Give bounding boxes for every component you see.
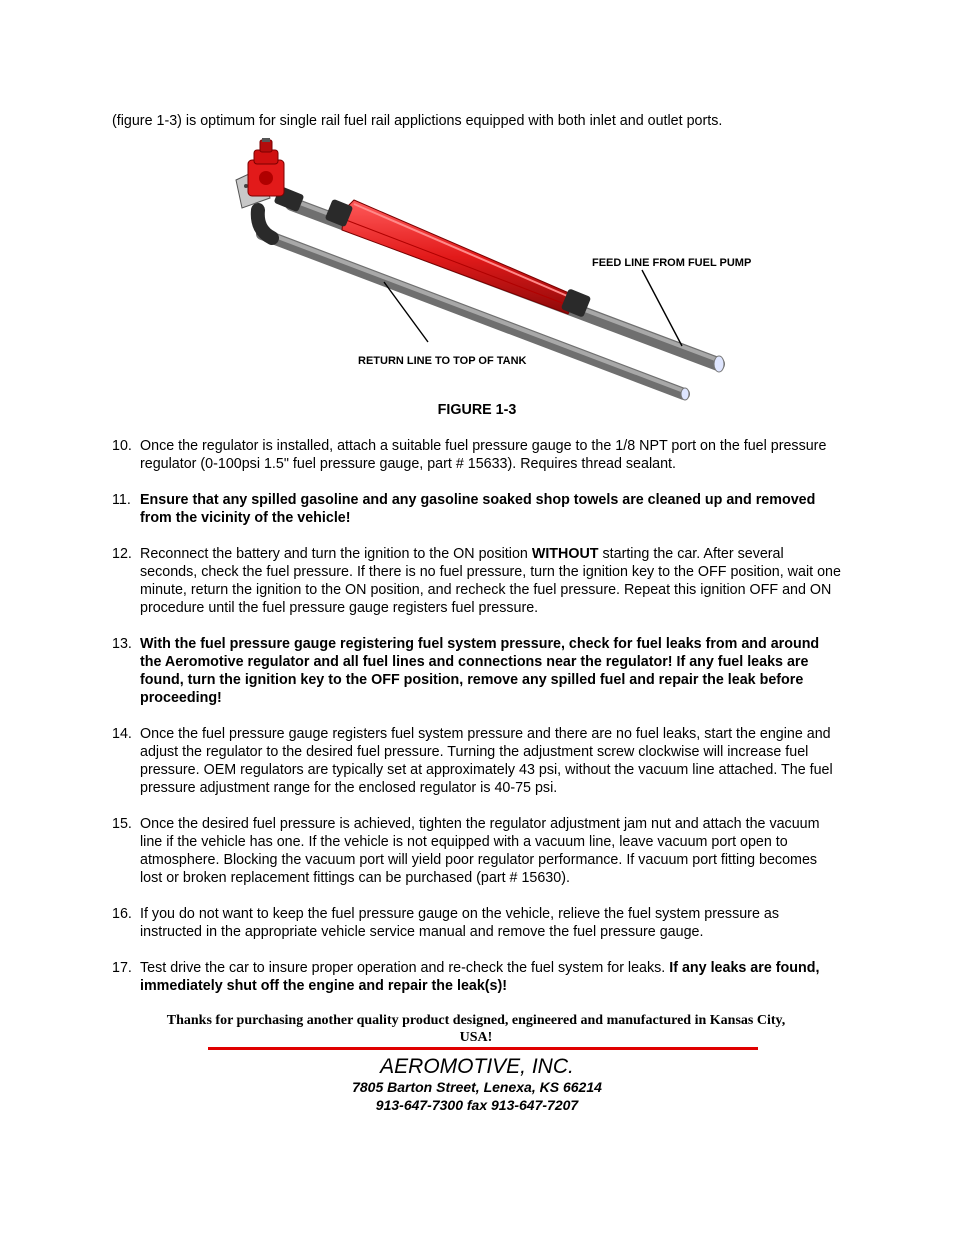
return-line-end — [681, 388, 689, 400]
footer-divider — [208, 1047, 758, 1050]
bold-text-run: If any leaks are found, immediately shut off the engine and repair the leak(s)! — [140, 960, 820, 994]
list-item — [112, 815, 842, 887]
list-item-number: 11. — [112, 492, 131, 508]
list-item-text — [140, 492, 815, 526]
list-item — [112, 725, 842, 797]
text-run: Once the regulator is installed, attach a suitable fuel pressure gauge to the 1/8 NPT port on the fuel pressure regulator (0-100psi 1.5" fuel pressure gauge, part # 15633). Requires thread sealant. — [140, 438, 827, 472]
list-item — [112, 635, 842, 707]
text-run: starting the car. After several seconds, check the fuel pressure. If there is no fuel pressure, turn the ignition key to the OFF position, wait one minute, return the ignition to the ON position, and recheck the fuel pressure. Repeat this ignition OFF and ON procedure until the fuel pressure gauge registers fuel pressure. — [140, 546, 841, 616]
list-item-number: 13. — [112, 636, 132, 652]
list-item-number: 10. — [112, 438, 132, 454]
fuel-rail-diagram — [232, 138, 752, 404]
feed-line-end — [714, 356, 724, 372]
intro-paragraph: (figure 1-3) is optimum for single rail fuel rail applictions equipped with both inlet and outlet ports. — [112, 113, 723, 129]
text-run: Test drive the car to insure proper operation and re-check the fuel system for leaks. — [140, 960, 670, 976]
list-item-text — [140, 906, 779, 940]
list-item-text — [140, 960, 819, 994]
instruction-list — [112, 437, 842, 1013]
bold-text-run: Ensure that any spilled gasoline and any gasoline soaked shop towels are cleaned up and removed from the vicinity of the vehicle! — [140, 492, 816, 526]
list-item — [112, 959, 842, 995]
text-run: If you do not want to keep the fuel pressure gauge on the vehicle, relieve the fuel system pressure as instructed in the appropriate vehicle service manual and remove the fuel pressure gauge. — [140, 906, 779, 940]
list-item-text — [140, 636, 819, 706]
bold-text-run: With the fuel pressure gauge registering fuel system pressure, check for fuel leaks from and around the Aeromotive regulator and all fuel lines and connections near the regulator! If any fuel leaks are found, turn the ignition key to the OFF position, remove any spilled fuel and repair the leak before proceeding! — [140, 636, 820, 706]
list-item — [112, 491, 842, 527]
company-phone: 913-647-7300 fax 913-647-7207 — [375, 1097, 579, 1113]
list-item-text — [140, 816, 820, 886]
thanks-note: Thanks for purchasing another quality product designed, engineered and manufactured in Kansas City, USA! — [166, 1013, 786, 1045]
list-item-text — [140, 438, 826, 472]
text-run: Once the desired fuel pressure is achieved, tighten the regulator adjustment jam nut and attach the vacuum line if the vehicle has one. If the vehicle is not equipped with a vacuum line, leave vacuum port open to atmosphere. Blocking the vacuum port will yield poor regulator performance. If vacuum port fitting becomes lost or broken replacement fittings can be purchased (part # 15630). — [140, 816, 820, 886]
feed-line-label: FEED LINE FROM FUEL PUMP — [592, 257, 752, 269]
figure-1-3-illustration — [232, 138, 752, 404]
list-item — [112, 545, 842, 617]
list-item-text — [140, 546, 841, 616]
figure-caption: FIGURE 1-3 — [437, 402, 517, 418]
return-line-label: RETURN LINE TO TOP OF TANK — [358, 355, 527, 367]
list-item-number: 14. — [112, 726, 132, 742]
list-item-number: 17. — [112, 960, 132, 976]
list-item-text — [140, 726, 833, 796]
company-name: AEROMOTIVE, INC. — [380, 1055, 574, 1078]
list-item-number: 12. — [112, 546, 132, 562]
company-address: 7805 Barton Street, Lenexa, KS 66214 — [352, 1079, 602, 1095]
bold-text-run: WITHOUT — [531, 546, 599, 562]
list-item-number: 16. — [112, 906, 132, 922]
list-item — [112, 905, 842, 941]
list-item-number: 15. — [112, 816, 132, 832]
list-item — [112, 437, 842, 473]
text-run: Reconnect the battery and turn the ignition to the ON position — [140, 546, 532, 562]
regulator-elbow — [258, 210, 272, 238]
text-run: Once the fuel pressure gauge registers fuel system pressure and there are no fuel leaks, start the engine and adjust the regulator to the desired fuel pressure. Turning the adjustment screw clockwise will increase fuel pressure. OEM regulators are typically set at approximately 43 psi, without the vacuum line attached. The fuel pressure adjustment range for the enclosed regulator is 40-75 psi. — [140, 726, 833, 796]
fuel-rail — [342, 200, 576, 314]
